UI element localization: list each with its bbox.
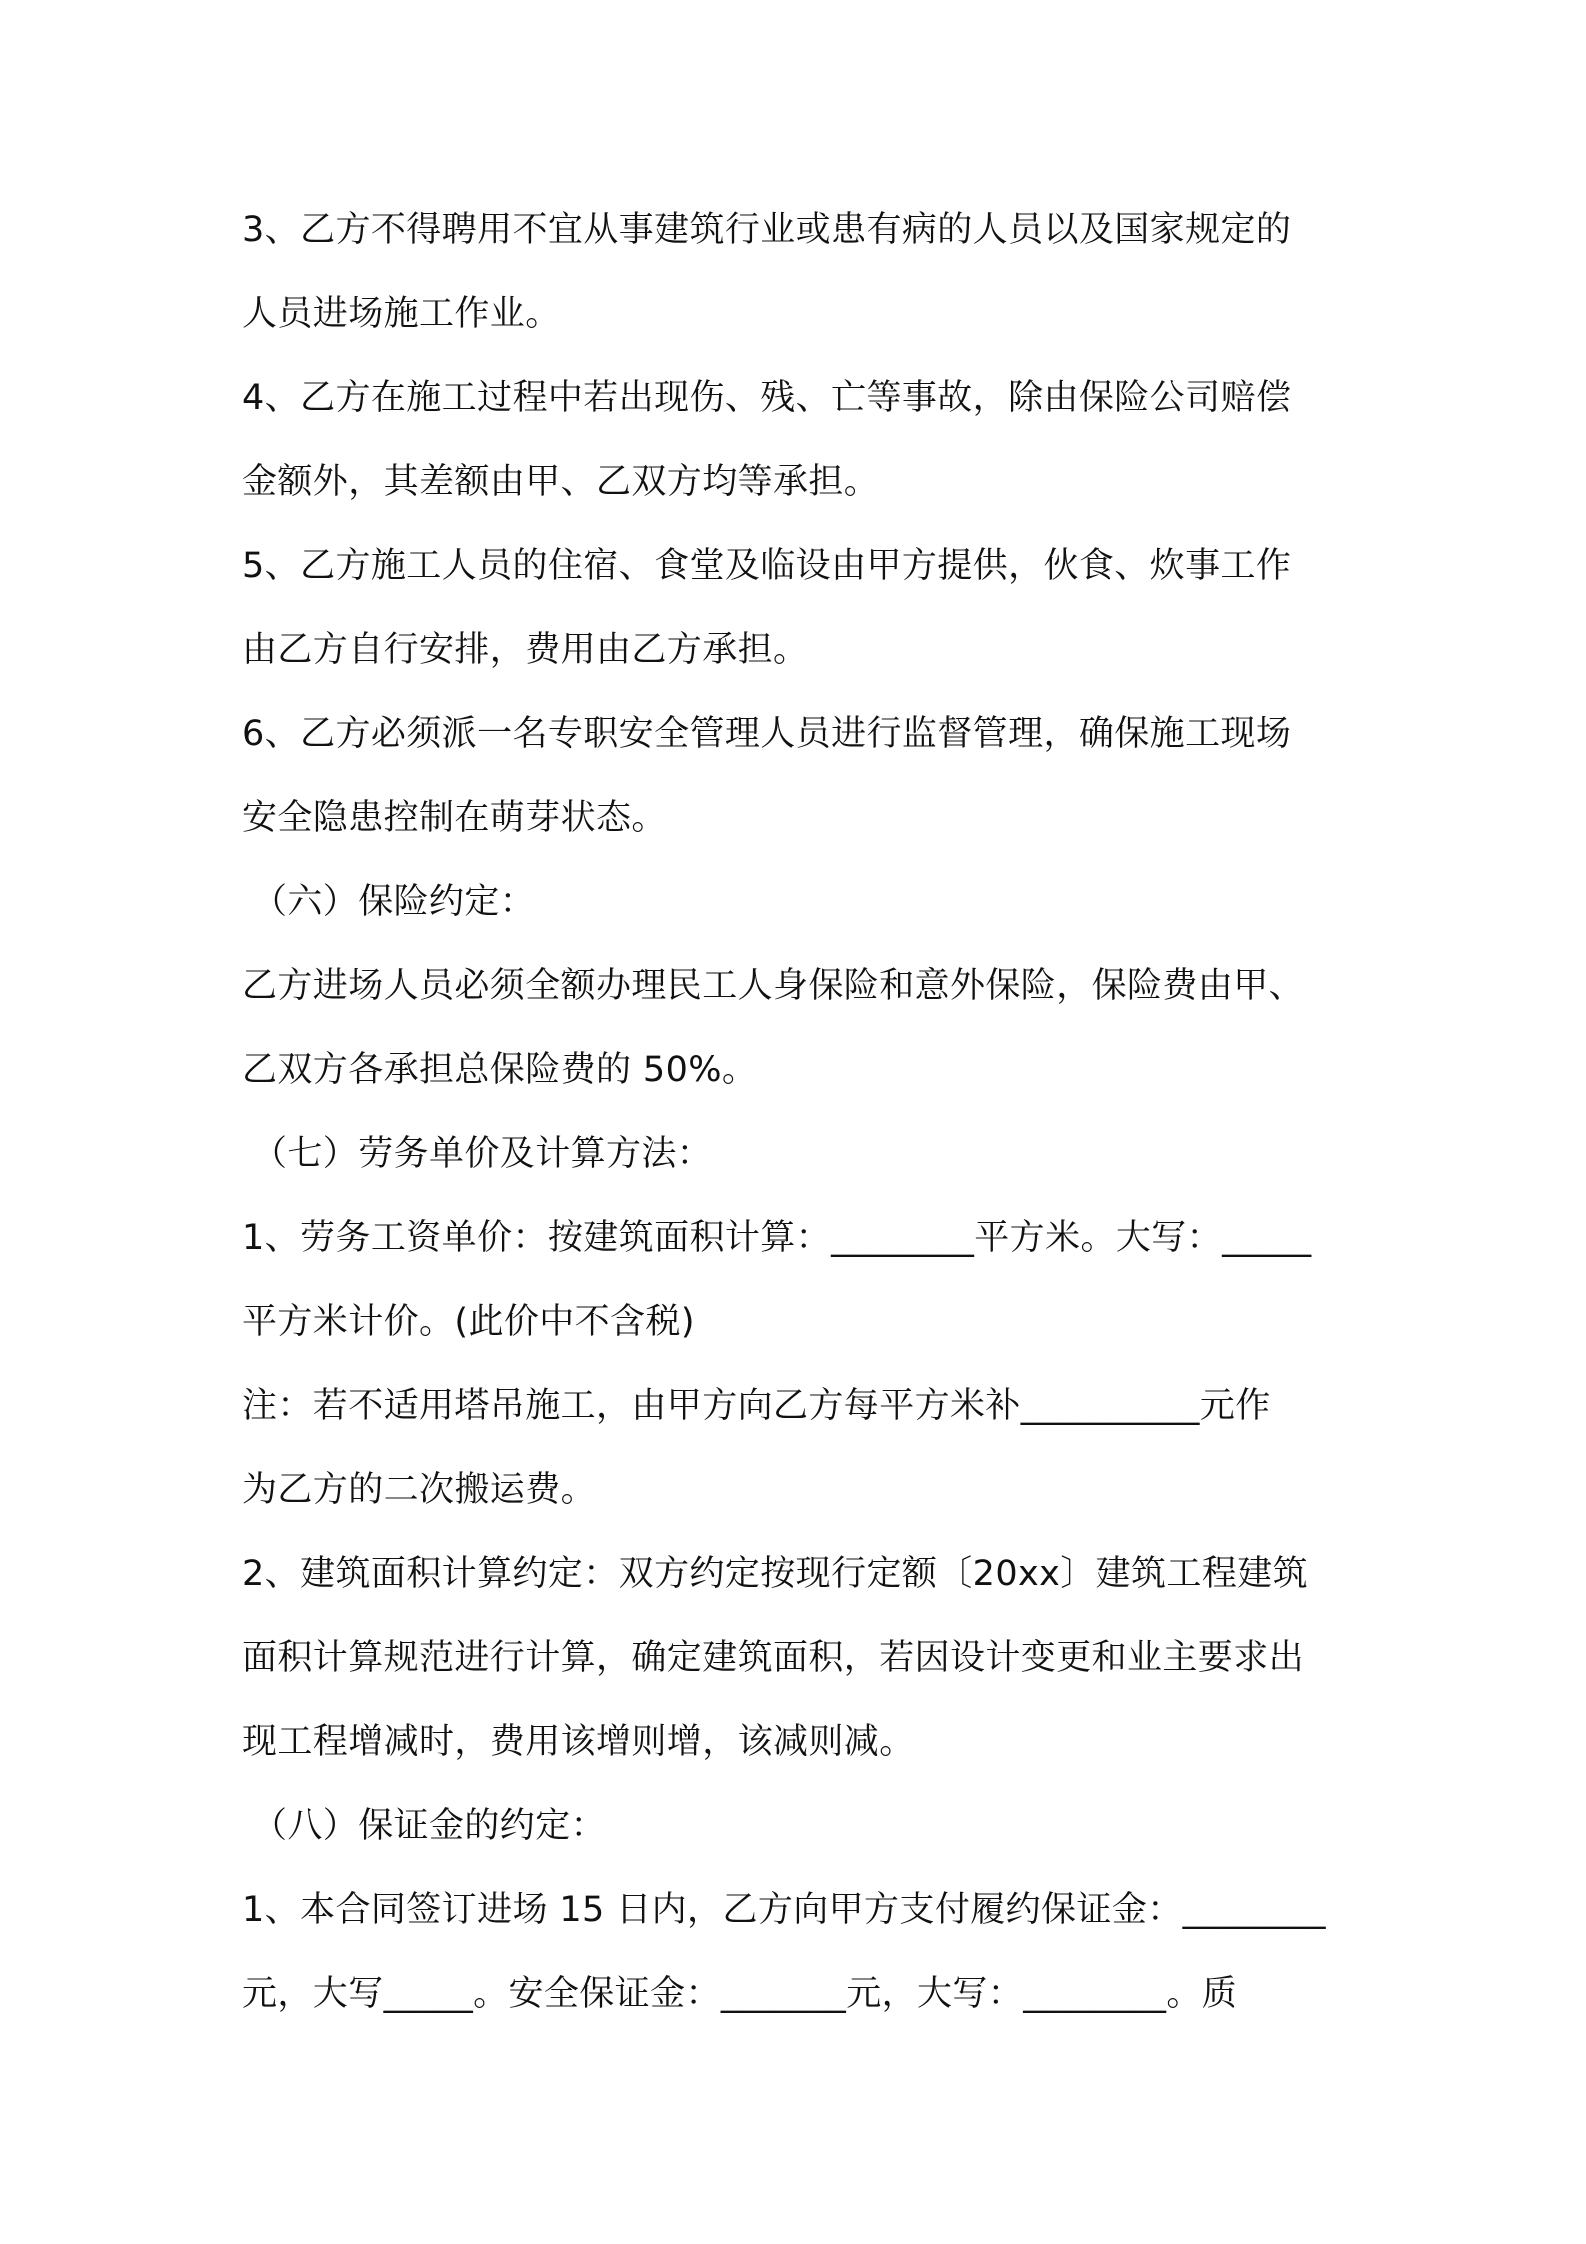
clause-5-line-1: 5、乙方施工人员的住宿、食堂及临设由甲方提供，伙食、炊事工作	[242, 546, 1292, 586]
clause-3-line-2: 人员进场施工作业。	[242, 294, 561, 334]
insurance-line-1: 乙方进场人员必须全额办理民工人身保险和意外保险，保险费由甲、	[242, 966, 1305, 1006]
area-line-1: 2、建筑面积计算约定：双方约定按现行定额〔20xx〕建筑工程建筑	[242, 1554, 1309, 1594]
price-line-2: 平方米计价。(此价中不含税)	[242, 1302, 695, 1342]
clause-6-line-2: 安全隐患控制在萌芽状态。	[242, 798, 667, 838]
section-6-heading: （六）保险约定：	[252, 882, 536, 922]
note-line-2: 为乙方的二次搬运费。	[242, 1470, 597, 1510]
clause-4-line-2: 金额外，其差额由甲、乙双方均等承担。	[242, 462, 880, 502]
clause-4-line-1: 4、乙方在施工过程中若出现伤、残、亡等事故，除由保险公司赔偿	[242, 378, 1292, 418]
deposit-line-1: 1、本合同签订进场 15 日内，乙方向甲方支付履约保证金：________	[242, 1890, 1326, 1930]
section-8-heading: （八）保证金的约定：	[252, 1806, 607, 1846]
section-7-heading: （七）劳务单价及计算方法：	[252, 1134, 713, 1174]
insurance-line-2: 乙双方各承担总保险费的 50%。	[242, 1050, 758, 1090]
note-line-1: 注：若不适用塔吊施工，由甲方向乙方每平方米补__________元作	[242, 1386, 1271, 1426]
clause-3-line-1: 3、乙方不得聘用不宜从事建筑行业或患有病的人员以及国家规定的	[242, 210, 1292, 250]
deposit-line-2: 元，大写_____。安全保证金：_______元，大写：________。质	[242, 1974, 1238, 2014]
clause-6-line-1: 6、乙方必须派一名专职安全管理人员进行监督管理，确保施工现场	[242, 714, 1292, 754]
area-line-3: 现工程增减时，费用该增则增，该减则减。	[242, 1722, 915, 1762]
price-line-1: 1、劳务工资单价：按建筑面积计算：________平方米。大写：_____	[242, 1218, 1312, 1258]
clause-5-line-2: 由乙方自行安排，费用由乙方承担。	[242, 630, 809, 670]
area-line-2: 面积计算规范进行计算，确定建筑面积，若因设计变更和业主要求出	[242, 1638, 1305, 1678]
